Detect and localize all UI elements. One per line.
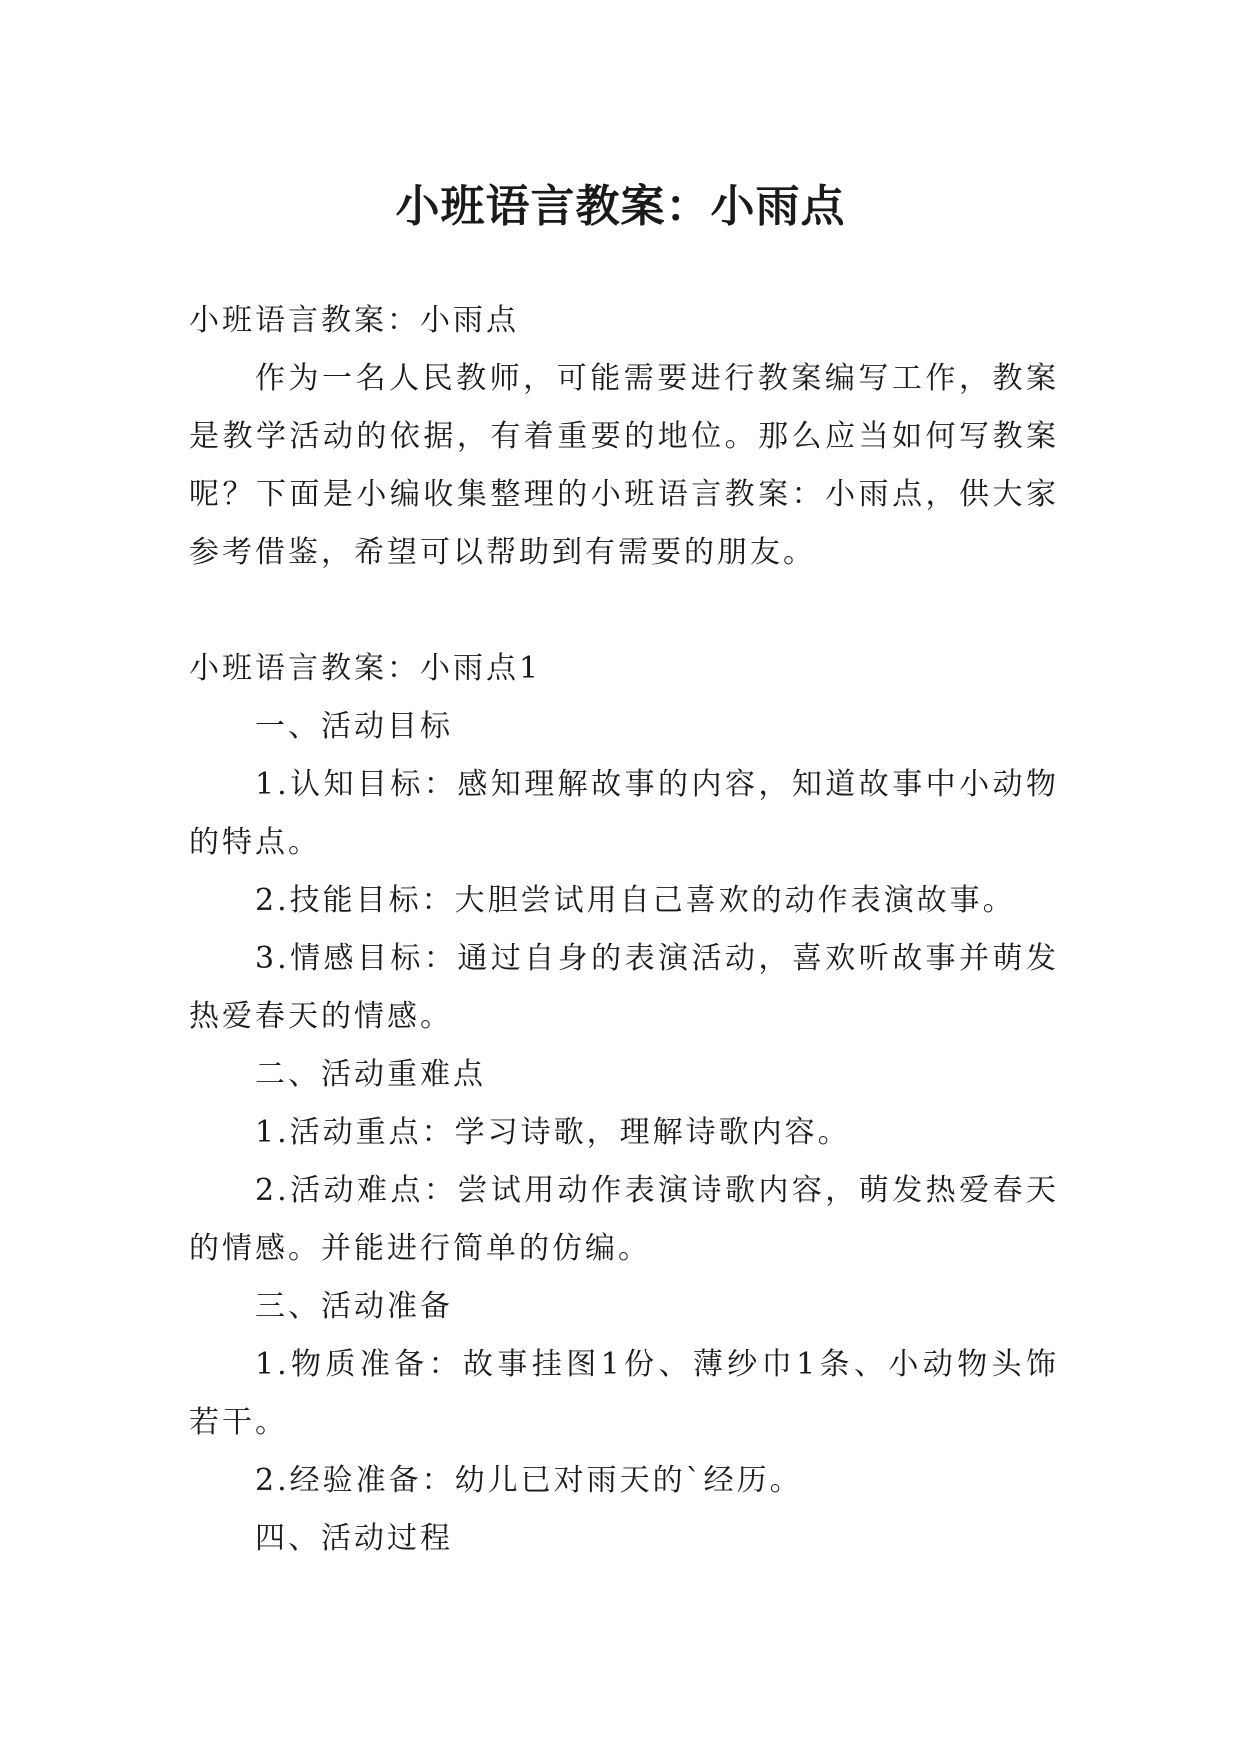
section-title: 小班语言教案：小雨点1 <box>189 651 542 686</box>
intro-paragraph: 作为一名人民教师，可能需要进行教案编写工作，教案是教学活动的依据，有着重要的地位。那么应当如何写教案呢？下面是小编收集整理的小班语言教案：小雨点，供大家参考借鉴，希望可以帮助到有需要的朋友。 <box>189 361 1059 570</box>
paragraph-spacer <box>189 582 1059 640</box>
heading-activity-goals: 一、活动目标 <box>255 709 453 744</box>
key-point: 1.活动重点：学习诗歌，理解诗歌内容。 <box>255 1115 851 1150</box>
goal-cognitive: 1.认知目标：感知理解故事的内容，知道故事中小动物的特点。 <box>189 767 1059 860</box>
heading-process: 四、活动过程 <box>255 1521 453 1556</box>
prep-experience: 2.经验准备：幼儿已对雨天的`经历。 <box>255 1463 803 1498</box>
goal-skill: 2.技能目标：大胆尝试用自己喜欢的动作表演故事。 <box>255 883 1016 918</box>
document-subtitle: 小班语言教案：小雨点 <box>189 303 519 338</box>
document-title: 小班语言教案：小雨点 <box>395 181 846 233</box>
document-body <box>189 292 1059 1568</box>
heading-preparation: 三、活动准备 <box>255 1289 453 1324</box>
heading-key-points: 二、活动重难点 <box>255 1057 486 1092</box>
prep-material: 1.物质准备：故事挂图1份、薄纱巾1条、小动物头饰若干。 <box>189 1347 1059 1440</box>
goal-emotion: 3.情感目标：通过自身的表演活动，喜欢听故事并萌发热爱春天的情感。 <box>189 941 1059 1034</box>
difficult-point: 2.活动难点：尝试用动作表演诗歌内容，萌发热爱春天的情感。并能进行简单的仿编。 <box>189 1173 1059 1266</box>
